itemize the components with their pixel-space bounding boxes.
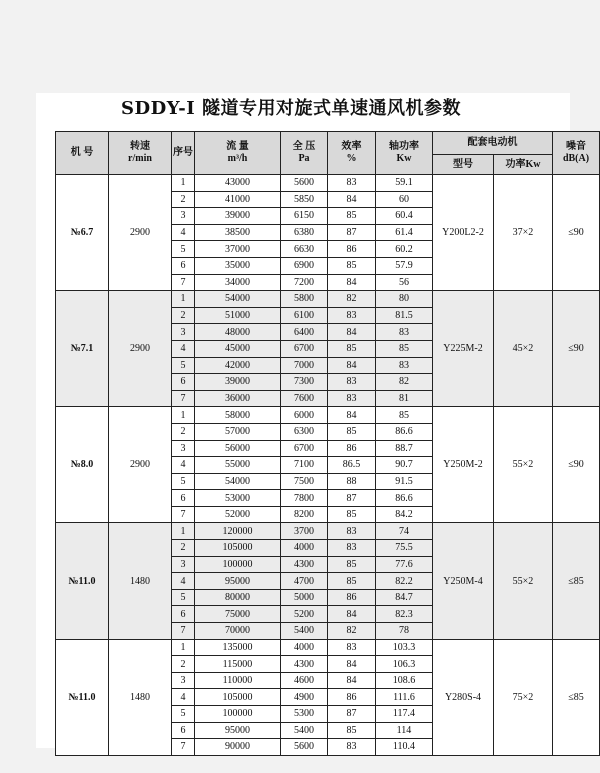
header-pressure-label: 全 压 (292, 141, 316, 152)
table-row (56, 407, 600, 424)
cell-seq: 3 (172, 440, 195, 457)
cell-efficiency: 83 (328, 374, 376, 391)
cell-seq: 5 (172, 357, 195, 374)
cell-shaft-power: 110.4 (376, 739, 433, 756)
cell-flow: 39000 (195, 208, 281, 225)
cell-shaft-power: 84.2 (376, 506, 433, 523)
cell-shaft-power: 117.4 (376, 706, 433, 723)
cell-shaft-power: 90.7 (376, 457, 433, 474)
cell-seq: 4 (172, 573, 195, 590)
header-noise-unit: dB(A) (562, 153, 590, 164)
cell-flow: 70000 (195, 623, 281, 640)
cell-seq: 6 (172, 722, 195, 739)
cell-pressure: 6380 (281, 224, 328, 241)
cell-shaft-power: 108.6 (376, 672, 433, 689)
cell-shaft-power: 111.6 (376, 689, 433, 706)
cell-seq: 2 (172, 656, 195, 673)
cell-shaft-power: 88.7 (376, 440, 433, 457)
cell-seq: 1 (172, 639, 195, 656)
table-row (56, 291, 600, 308)
cell-efficiency: 84 (328, 606, 376, 623)
cell-efficiency: 84 (328, 324, 376, 341)
cell-flow: 35000 (195, 257, 281, 274)
header-shaft-power (376, 132, 433, 175)
cell-shaft-power: 85 (376, 340, 433, 357)
cell-seq: 6 (172, 257, 195, 274)
cell-flow: 54000 (195, 473, 281, 490)
cell-seq: 6 (172, 374, 195, 391)
header-seq (172, 132, 195, 175)
cell-pressure: 5000 (281, 589, 328, 606)
cell-flow: 48000 (195, 324, 281, 341)
cell-noise: ≤90 (553, 407, 600, 523)
cell-flow: 95000 (195, 573, 281, 590)
table-row (56, 639, 600, 656)
cell-pressure: 4300 (281, 656, 328, 673)
header-motor-power: 功率Kw (494, 155, 553, 175)
header-pressure-unit: Pa (298, 153, 310, 164)
cell-pressure: 6900 (281, 257, 328, 274)
cell-pressure: 6150 (281, 208, 328, 225)
cell-model-no: №11.0 (56, 639, 109, 755)
cell-pressure: 5600 (281, 739, 328, 756)
cell-flow: 95000 (195, 722, 281, 739)
cell-efficiency: 85 (328, 257, 376, 274)
cell-flow: 38500 (195, 224, 281, 241)
cell-shaft-power: 91.5 (376, 473, 433, 490)
cell-efficiency: 82 (328, 623, 376, 640)
cell-pressure: 4600 (281, 672, 328, 689)
cell-seq: 2 (172, 423, 195, 440)
cell-flow: 54000 (195, 291, 281, 308)
cell-efficiency: 83 (328, 523, 376, 540)
cell-pressure: 4000 (281, 540, 328, 557)
cell-shaft-power: 103.3 (376, 639, 433, 656)
cell-noise: ≤85 (553, 523, 600, 639)
cell-seq: 4 (172, 340, 195, 357)
cell-seq: 3 (172, 672, 195, 689)
cell-seq: 1 (172, 291, 195, 308)
header-motor: 配套电动机 (433, 132, 553, 155)
cell-efficiency: 87 (328, 224, 376, 241)
cell-pressure: 4700 (281, 573, 328, 590)
header-seq-label: 序号 (173, 147, 193, 158)
cell-shaft-power: 57.9 (376, 257, 433, 274)
cell-flow: 80000 (195, 589, 281, 606)
cell-pressure: 6000 (281, 407, 328, 424)
cell-flow: 36000 (195, 390, 281, 407)
cell-flow: 55000 (195, 457, 281, 474)
cell-pressure: 7100 (281, 457, 328, 474)
cell-seq: 1 (172, 523, 195, 540)
cell-flow: 57000 (195, 423, 281, 440)
cell-pressure: 6630 (281, 241, 328, 258)
header-pressure (281, 132, 328, 175)
cell-seq: 6 (172, 490, 195, 507)
cell-shaft-power: 56 (376, 274, 433, 291)
header-speed-label: 转速 (130, 141, 150, 152)
table-header (56, 132, 600, 175)
cell-efficiency: 83 (328, 175, 376, 192)
cell-shaft-power: 77.6 (376, 556, 433, 573)
cell-flow: 105000 (195, 689, 281, 706)
cell-efficiency: 86.5 (328, 457, 376, 474)
cell-flow: 115000 (195, 656, 281, 673)
cell-shaft-power: 59.1 (376, 175, 433, 192)
cell-efficiency: 87 (328, 706, 376, 723)
cell-flow: 56000 (195, 440, 281, 457)
cell-efficiency: 85 (328, 506, 376, 523)
cell-speed: 2900 (109, 175, 172, 291)
cell-efficiency: 84 (328, 274, 376, 291)
cell-flow: 110000 (195, 672, 281, 689)
header-shaft-power-label: 轴功率 (389, 141, 419, 152)
cell-pressure: 5400 (281, 623, 328, 640)
cell-seq: 6 (172, 606, 195, 623)
cell-flow: 90000 (195, 739, 281, 756)
cell-flow: 41000 (195, 191, 281, 208)
cell-flow: 135000 (195, 639, 281, 656)
cell-motor-type: Y225M-2 (433, 291, 494, 407)
cell-seq: 2 (172, 307, 195, 324)
cell-motor-power: 37×2 (494, 175, 553, 291)
cell-seq: 2 (172, 540, 195, 557)
cell-efficiency: 83 (328, 390, 376, 407)
cell-flow: 37000 (195, 241, 281, 258)
cell-efficiency: 83 (328, 739, 376, 756)
cell-flow: 100000 (195, 556, 281, 573)
cell-efficiency: 86 (328, 589, 376, 606)
cell-efficiency: 84 (328, 672, 376, 689)
cell-efficiency: 85 (328, 208, 376, 225)
cell-pressure: 7200 (281, 274, 328, 291)
cell-flow: 105000 (195, 540, 281, 557)
cell-seq: 7 (172, 390, 195, 407)
cell-shaft-power: 86.6 (376, 490, 433, 507)
cell-flow: 43000 (195, 175, 281, 192)
cell-motor-type: Y250M-2 (433, 407, 494, 523)
cell-shaft-power: 83 (376, 324, 433, 341)
cell-efficiency: 84 (328, 656, 376, 673)
cell-efficiency: 85 (328, 340, 376, 357)
cell-motor-type: Y250M-4 (433, 523, 494, 639)
cell-pressure: 6400 (281, 324, 328, 341)
cell-pressure: 4300 (281, 556, 328, 573)
cell-model-no: №6.7 (56, 175, 109, 291)
cell-flow: 58000 (195, 407, 281, 424)
cell-pressure: 6100 (281, 307, 328, 324)
cell-seq: 7 (172, 506, 195, 523)
cell-efficiency: 88 (328, 473, 376, 490)
cell-flow: 52000 (195, 506, 281, 523)
header-shaft-power-unit: Kw (396, 153, 412, 164)
header-model-no: 机 号 (56, 132, 109, 175)
cell-motor-type: Y280S-4 (433, 639, 494, 755)
cell-speed: 2900 (109, 291, 172, 407)
cell-shaft-power: 83 (376, 357, 433, 374)
cell-shaft-power: 81 (376, 390, 433, 407)
cell-efficiency: 86 (328, 241, 376, 258)
header-efficiency-label: 效率 (341, 141, 362, 152)
cell-seq: 7 (172, 739, 195, 756)
cell-shaft-power: 114 (376, 722, 433, 739)
cell-seq: 7 (172, 623, 195, 640)
fan-parameter-table (55, 131, 600, 756)
cell-seq: 4 (172, 689, 195, 706)
cell-pressure: 5850 (281, 191, 328, 208)
cell-model-no: №8.0 (56, 407, 109, 523)
cell-pressure: 4900 (281, 689, 328, 706)
cell-efficiency: 85 (328, 423, 376, 440)
header-noise (553, 132, 600, 175)
cell-seq: 3 (172, 324, 195, 341)
cell-motor-power: 55×2 (494, 523, 553, 639)
header-speed-unit: r/min (128, 153, 152, 164)
cell-shaft-power: 86.6 (376, 423, 433, 440)
header-flow-unit: m³/h (227, 153, 248, 164)
table-row (56, 523, 600, 540)
cell-seq: 3 (172, 208, 195, 225)
cell-pressure: 4000 (281, 639, 328, 656)
cell-motor-type: Y200L2-2 (433, 175, 494, 291)
cell-shaft-power: 75.5 (376, 540, 433, 557)
cell-noise: ≤90 (553, 175, 600, 291)
cell-shaft-power: 60.2 (376, 241, 433, 258)
cell-model-no: №7.1 (56, 291, 109, 407)
cell-shaft-power: 80 (376, 291, 433, 308)
cell-speed: 2900 (109, 407, 172, 523)
cell-shaft-power: 85 (376, 407, 433, 424)
cell-seq: 5 (172, 473, 195, 490)
cell-pressure: 5800 (281, 291, 328, 308)
cell-pressure: 7600 (281, 390, 328, 407)
cell-shaft-power: 82 (376, 374, 433, 391)
cell-pressure: 5300 (281, 706, 328, 723)
cell-flow: 51000 (195, 307, 281, 324)
cell-seq: 2 (172, 191, 195, 208)
cell-shaft-power: 84.7 (376, 589, 433, 606)
cell-shaft-power: 78 (376, 623, 433, 640)
cell-pressure: 3700 (281, 523, 328, 540)
cell-efficiency: 85 (328, 556, 376, 573)
cell-seq: 1 (172, 407, 195, 424)
cell-efficiency: 84 (328, 357, 376, 374)
cell-seq: 5 (172, 241, 195, 258)
cell-efficiency: 87 (328, 490, 376, 507)
cell-model-no: №11.0 (56, 523, 109, 639)
cell-efficiency: 83 (328, 307, 376, 324)
cell-efficiency: 84 (328, 407, 376, 424)
cell-shaft-power: 106.3 (376, 656, 433, 673)
page-title: SDDY-Ⅰ 隧道专用对旋式单速通风机参数 (121, 98, 461, 119)
cell-shaft-power: 61.4 (376, 224, 433, 241)
cell-pressure: 5400 (281, 722, 328, 739)
cell-pressure: 7300 (281, 374, 328, 391)
cell-efficiency: 85 (328, 573, 376, 590)
cell-speed: 1480 (109, 639, 172, 755)
cell-speed: 1480 (109, 523, 172, 639)
cell-shaft-power: 82.3 (376, 606, 433, 623)
cell-pressure: 6300 (281, 423, 328, 440)
header-efficiency (328, 132, 376, 175)
table-row (56, 175, 600, 192)
cell-pressure: 5200 (281, 606, 328, 623)
cell-seq: 5 (172, 589, 195, 606)
cell-shaft-power: 74 (376, 523, 433, 540)
cell-flow: 34000 (195, 274, 281, 291)
cell-flow: 53000 (195, 490, 281, 507)
cell-noise: ≤90 (553, 291, 600, 407)
cell-motor-power: 45×2 (494, 291, 553, 407)
cell-seq: 4 (172, 457, 195, 474)
cell-seq: 3 (172, 556, 195, 573)
cell-pressure: 8200 (281, 506, 328, 523)
cell-efficiency: 86 (328, 440, 376, 457)
cell-flow: 39000 (195, 374, 281, 391)
cell-motor-power: 55×2 (494, 407, 553, 523)
cell-shaft-power: 60.4 (376, 208, 433, 225)
cell-motor-power: 75×2 (494, 639, 553, 755)
cell-pressure: 7800 (281, 490, 328, 507)
cell-shaft-power: 81.5 (376, 307, 433, 324)
cell-efficiency: 86 (328, 689, 376, 706)
cell-efficiency: 82 (328, 291, 376, 308)
cell-efficiency: 83 (328, 540, 376, 557)
header-motor-type: 型号 (433, 155, 494, 175)
cell-flow: 100000 (195, 706, 281, 723)
cell-flow: 120000 (195, 523, 281, 540)
header-noise-label: 噪音 (566, 141, 586, 152)
cell-pressure: 7000 (281, 357, 328, 374)
cell-seq: 7 (172, 274, 195, 291)
cell-seq: 1 (172, 175, 195, 192)
table-body (56, 175, 600, 756)
cell-flow: 45000 (195, 340, 281, 357)
header-speed (109, 132, 172, 175)
cell-efficiency: 83 (328, 639, 376, 656)
cell-pressure: 7500 (281, 473, 328, 490)
cell-seq: 5 (172, 706, 195, 723)
cell-flow: 75000 (195, 606, 281, 623)
cell-pressure: 6700 (281, 440, 328, 457)
cell-seq: 4 (172, 224, 195, 241)
cell-efficiency: 85 (328, 722, 376, 739)
header-flow (195, 132, 281, 175)
cell-flow: 42000 (195, 357, 281, 374)
cell-shaft-power: 82.2 (376, 573, 433, 590)
cell-noise: ≤85 (553, 639, 600, 755)
header-flow-label: 流 量 (226, 141, 249, 152)
cell-efficiency: 84 (328, 191, 376, 208)
cell-pressure: 6700 (281, 340, 328, 357)
cell-shaft-power: 60 (376, 191, 433, 208)
header-efficiency-unit: % (346, 153, 357, 164)
cell-pressure: 5600 (281, 175, 328, 192)
